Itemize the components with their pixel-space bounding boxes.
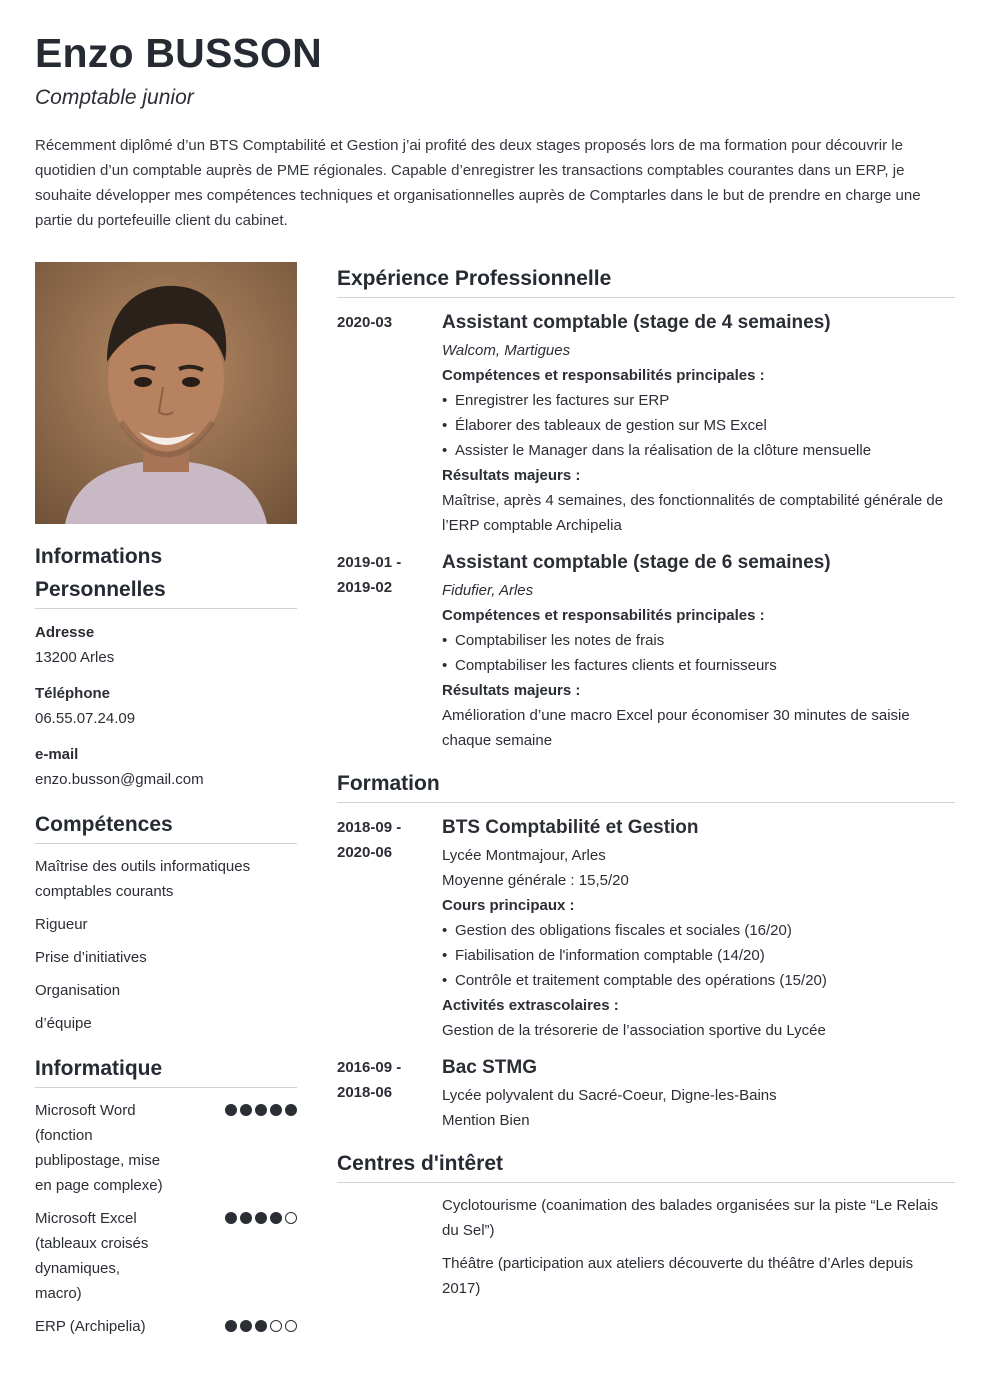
entry-date: 2016-09 - 2018-06: [337, 1059, 402, 1101]
level-dot-empty: [270, 1320, 282, 1332]
level-dot-filled: [240, 1104, 252, 1116]
interests-list: [442, 1193, 955, 1301]
education-section: [337, 767, 955, 1133]
results-text: Maîtrise, après 4 semaines, des fonctionnalités de comptabilité générale de l’ERP comptable Archipelia: [442, 492, 944, 534]
courses-label: Cours principaux :: [442, 897, 575, 914]
it-skill-name: Microsoft Word (fonction publipostage, mise en page complexe): [35, 1102, 163, 1194]
skill-level-rating: [225, 1320, 297, 1332]
entry-date: 2019-01 - 2019-02: [337, 554, 402, 596]
left-column: [35, 262, 297, 1347]
level-dot-filled: [255, 1104, 267, 1116]
entry-date: 2018-09 - 2020-06: [337, 819, 402, 861]
right-column: [337, 262, 955, 1315]
interest-item: Théâtre (participation aux ateliers découverte du théâtre d’Arles depuis 2017): [442, 1255, 914, 1297]
skill-level-rating: [225, 1212, 297, 1224]
interests-section: [337, 1147, 955, 1301]
level-dot-filled: [225, 1320, 237, 1332]
skills-list: [35, 854, 297, 1036]
grade-note: Moyenne générale : 15,5/20: [442, 872, 629, 889]
experience-entry: [337, 550, 955, 753]
skill-item: Organisation: [35, 982, 121, 999]
address-label: Adresse: [35, 624, 95, 641]
entry-company: Walcom, Martigues: [442, 342, 571, 359]
interests-heading: Centres d'intêret: [337, 1147, 955, 1183]
course-item: • Contrôle et traitement comptable des opérations (15/20): [442, 968, 955, 993]
skill-item: d’équipe: [35, 1015, 92, 1032]
course-item: • Gestion des obligations fiscales et sociales (16/20): [442, 918, 955, 943]
entry-title: BTS Comptabilité et Gestion: [442, 817, 699, 838]
email-value: enzo.busson@gmail.com: [35, 771, 204, 788]
responsibilities-label: Compétences et responsabilités principales :: [442, 367, 765, 384]
it-skill-row: [35, 1314, 297, 1339]
entry-date: 2020-03: [337, 314, 393, 331]
interest-item: Cyclotourisme (coanimation des balades organisées sur la piste “Le Relais du Sel”): [442, 1197, 939, 1239]
results-label: Résultats majeurs :: [442, 467, 581, 484]
entry-title: Assistant comptable (stage de 6 semaines): [442, 552, 831, 573]
level-dot-filled: [240, 1320, 252, 1332]
phone-label: Téléphone: [35, 685, 111, 702]
experience-heading: Expérience Professionnelle: [337, 262, 955, 298]
entry-company: Fidufier, Arles: [442, 582, 534, 599]
skills-heading: Compétences: [35, 808, 297, 844]
level-dot-filled: [270, 1212, 282, 1224]
level-dot-empty: [285, 1212, 297, 1224]
school-name: Lycée Montmajour, Arles: [442, 847, 606, 864]
extracurricular-label: Activités extrascolaires :: [442, 997, 619, 1014]
skill-item: Maîtrise des outils informatiques comptables courants: [35, 858, 251, 900]
education-entry: [337, 815, 955, 1043]
school-name: Lycée polyvalent du Sacré-Coeur, Digne-les-Bains: [442, 1087, 777, 1104]
responsibility-item: • Élaborer des tableaux de gestion sur MS Excel: [442, 413, 955, 438]
it-skill-row: [35, 1206, 297, 1306]
it-heading: Informatique: [35, 1052, 297, 1088]
candidate-name: Enzo BUSSON: [35, 30, 322, 76]
address-value: 13200 Arles: [35, 649, 115, 666]
email-label: e-mail: [35, 746, 79, 763]
education-entry: [337, 1055, 955, 1133]
skill-item: Rigueur: [35, 916, 88, 933]
education-heading: Formation: [337, 767, 955, 803]
skill-item: Prise d’initiatives: [35, 949, 147, 966]
job-title: Comptable junior: [35, 86, 194, 109]
level-dot-filled: [255, 1212, 267, 1224]
personal-info-heading: Informations Personnelles: [35, 540, 297, 609]
it-skill-name: ERP (Archipelia): [35, 1318, 146, 1335]
level-dot-filled: [225, 1212, 237, 1224]
level-dot-filled: [240, 1212, 252, 1224]
experience-section: [337, 262, 955, 753]
it-skill-name: Microsoft Excel (tableaux croisés dynamiques, macro): [35, 1210, 149, 1302]
it-skill-row: [35, 1098, 297, 1198]
entry-title: Assistant comptable (stage de 4 semaines): [442, 312, 831, 333]
responsibility-item: • Comptabiliser les notes de frais: [442, 628, 955, 653]
responsibility-item: • Enregistrer les factures sur ERP: [442, 388, 955, 413]
course-item: • Fiabilisation de l'information comptable (14/20): [442, 943, 955, 968]
phone-value: 06.55.07.24.09: [35, 710, 136, 727]
entry-title: Bac STMG: [442, 1057, 538, 1078]
personal-info-list: [35, 623, 297, 792]
responsibility-item: • Comptabiliser les factures clients et fournisseurs: [442, 653, 955, 678]
responsibilities-label: Compétences et responsabilités principales :: [442, 607, 765, 624]
level-dot-filled: [285, 1104, 297, 1116]
level-dot-empty: [285, 1320, 297, 1332]
it-skills-list: [35, 1098, 297, 1339]
level-dot-filled: [270, 1104, 282, 1116]
level-dot-filled: [255, 1320, 267, 1332]
grade-note: Mention Bien: [442, 1112, 530, 1129]
results-text: Amélioration d’une macro Excel pour économiser 30 minutes de saisie chaque semaine: [442, 707, 910, 749]
skill-level-rating: [225, 1104, 297, 1116]
profile-photo: [35, 262, 297, 524]
experience-entry: [337, 310, 955, 538]
level-dot-filled: [225, 1104, 237, 1116]
responsibility-item: • Assister le Manager dans la réalisation de la clôture mensuelle: [442, 438, 955, 463]
profile-summary: Récemment diplômé d’un BTS Comptabilité et Gestion j’ai profité des deux stages proposés lors de ma formation pour découvrir le quotidien d’un comptable auprès de PME régionales. Capable d’enregistrer les transactions comptables courantes dans un ERP, je souhaite développer mes compétences techniques et organisationnelles auprès de Comptarles dans le but de prendre en charge une partie du portefeuille client du cabinet.: [35, 137, 921, 229]
results-label: Résultats majeurs :: [442, 682, 581, 699]
extracurricular-text: Gestion de la trésorerie de l’association sportive du Lycée: [442, 1022, 826, 1039]
